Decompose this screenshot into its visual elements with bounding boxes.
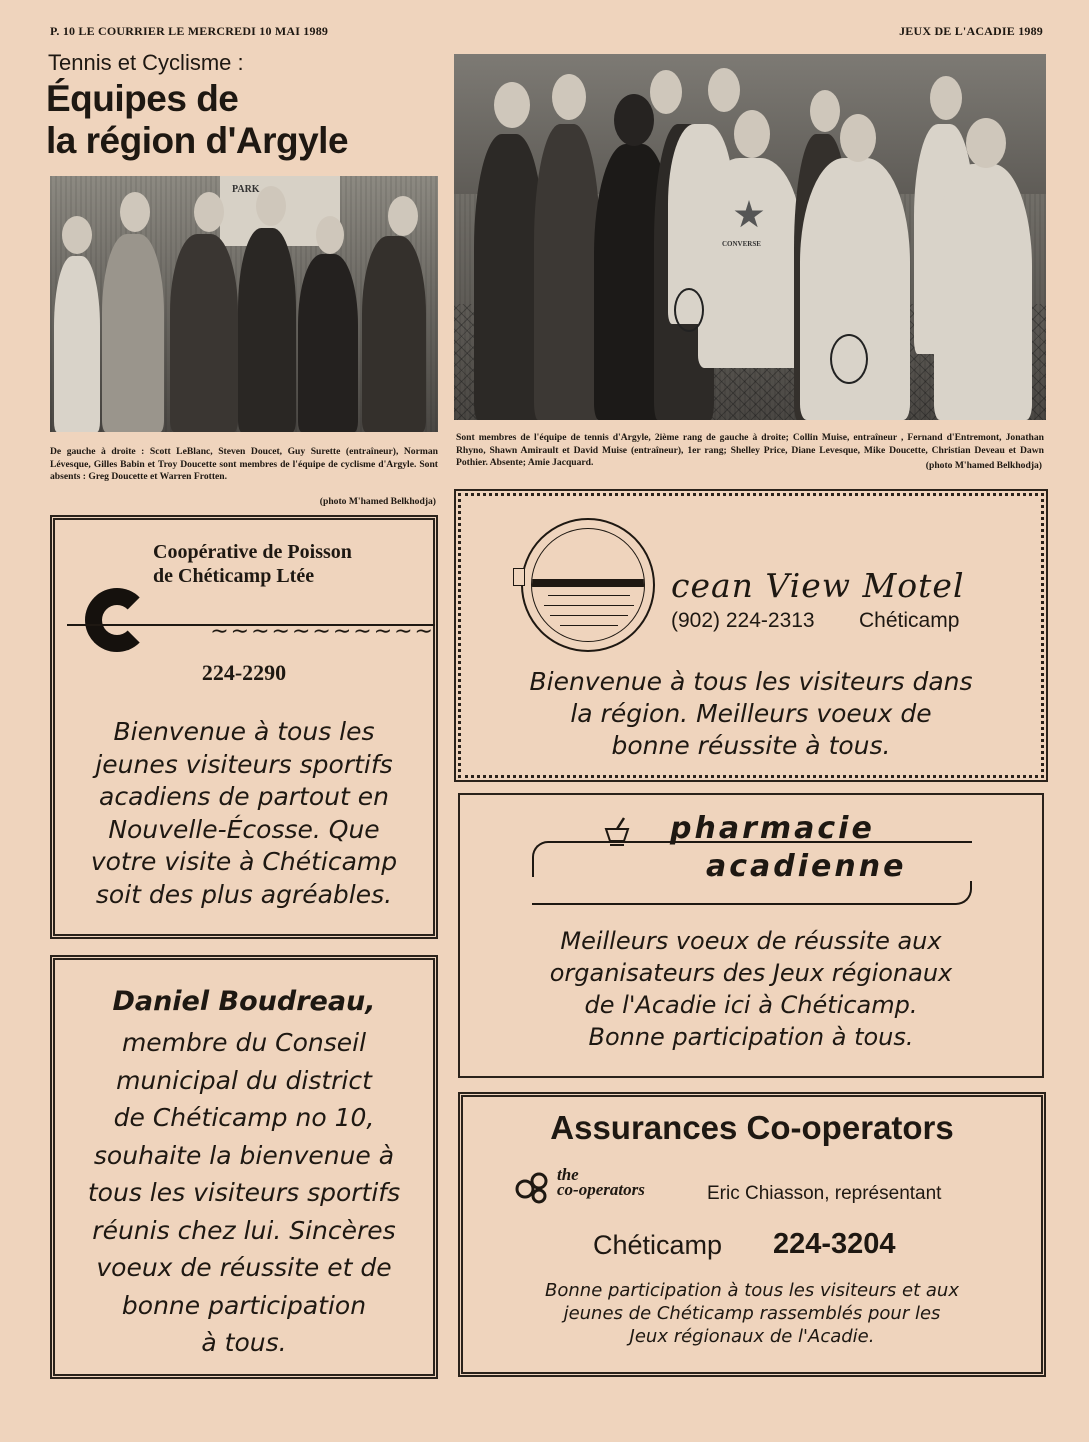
message-line: voeux de réussite et de	[96, 1253, 392, 1282]
message-line: de l'Acadie ici à Chéticamp.	[584, 991, 918, 1019]
message-line: à tous.	[201, 1328, 287, 1357]
cycling-team-photo	[50, 176, 438, 432]
assurances-representative: Eric Chiasson, représentant	[707, 1183, 942, 1204]
person-head	[840, 114, 876, 162]
water-wave	[548, 595, 630, 596]
cooperative-phone: 224-2290	[201, 660, 287, 685]
message-line: Bonne participation à tous les visiteurs et aux	[545, 1280, 959, 1301]
message-line: votre visite à Chéticamp	[90, 847, 398, 876]
motel-town: Chéticamp	[859, 609, 960, 632]
tennis-photo-credit: (photo M'hamed Belkhodja)	[925, 460, 1042, 471]
person-figure	[54, 256, 100, 432]
co-operators-logo-icon	[513, 1169, 557, 1205]
article-headline	[46, 78, 348, 162]
person-head	[194, 192, 224, 232]
person-figure	[534, 124, 600, 420]
message-line: membre du Conseil	[121, 1028, 367, 1057]
assurances-phone: 224-3204	[773, 1228, 896, 1260]
person-figure	[934, 164, 1032, 420]
message-line: Nouvelle-Écosse. Que	[108, 814, 380, 844]
person-head	[256, 186, 286, 226]
pharmacie-ad	[458, 793, 1044, 1078]
porthole-inner	[531, 528, 645, 642]
water-wave	[560, 625, 618, 626]
message-line: Meilleurs voeux de réussite aux	[560, 927, 942, 955]
park-sign: PARK	[232, 184, 260, 195]
water-wave	[544, 605, 634, 606]
motel-porthole-logo-icon	[521, 518, 655, 652]
cooperative-name	[153, 540, 352, 588]
water-wave	[550, 615, 628, 616]
message-line: bonne réussite à tous.	[611, 731, 891, 760]
tennis-racket	[674, 288, 704, 332]
person-figure	[362, 236, 426, 432]
headline-line-2: la région d'Argyle	[46, 120, 349, 161]
message-line: Bonne participation à tous.	[588, 1023, 914, 1051]
logo-line-1: the	[557, 1165, 579, 1184]
person-head	[388, 196, 418, 236]
article-kicker: Tennis et Cyclisme :	[48, 50, 244, 75]
horizon-land	[532, 579, 645, 587]
message-line: jeunes visiteurs sportifs	[95, 749, 393, 779]
motel-ad	[458, 493, 1044, 778]
person-figure	[698, 158, 802, 368]
person-figure	[102, 234, 164, 432]
person-head	[494, 82, 530, 128]
person-figure	[238, 228, 296, 432]
cycling-photo-credit: (photo M'hamed Belkhodja)	[319, 496, 436, 507]
logo-line-2: co-operators	[557, 1180, 645, 1199]
person-head	[316, 216, 344, 254]
daniel-name: Daniel Boudreau,	[112, 986, 376, 1017]
message-line: municipal du district	[116, 1065, 372, 1095]
motel-phone: (902) 224-2313	[671, 609, 815, 632]
converse-shirt-text: CONVERSE	[722, 240, 761, 248]
message-line: tous les visiteurs sportifs	[87, 1178, 401, 1207]
person-figure	[170, 234, 238, 432]
pharmacie-logo-line-1: pharmacie	[670, 811, 875, 846]
person-head	[62, 216, 92, 254]
message-line: réunis chez lui. Sincères	[92, 1215, 396, 1245]
tennis-team-photo	[454, 54, 1046, 420]
person-head	[120, 192, 150, 232]
person-head	[650, 70, 682, 114]
page-header-left: P. 10 LE COURRIER LE MERCREDI 10 MAI 1989	[50, 24, 329, 38]
tennis-photo-caption: Sont membres de l'équipe de tennis d'Argyle, 2ième rang de gauche à droite; Collin Muise, entraîneur , Fernand d'Entremont, Jonathan Rhyno, Shawn Amirault et David Muise (entraîneur), 1er rang; Shelley Price, Diane Levesque, Mike Doucette, Christian Deveau et Dawn Pothier. Absente; Amie Jacquard.	[456, 432, 1044, 468]
daniel-boudreau-ad	[50, 955, 438, 1379]
daniel-message	[55, 1024, 433, 1362]
person-head	[552, 74, 586, 120]
cooperative-name-line-1: Coopérative de Poisson	[153, 541, 352, 563]
message-line: de Chéticamp no 10,	[113, 1103, 375, 1132]
person-head	[966, 118, 1006, 168]
message-line: Bienvenue à tous les	[113, 717, 375, 746]
person-head	[930, 76, 962, 120]
assurances-message	[463, 1279, 1041, 1348]
porthole-latch-icon	[513, 568, 525, 586]
assurances-town: Chéticamp	[593, 1230, 723, 1260]
headline-line-1: Équipes de	[46, 78, 239, 119]
message-line: la région. Meilleurs voeux de	[570, 699, 932, 728]
cooperative-ad	[50, 515, 438, 939]
message-line: Jeux régionaux de l'Acadie.	[629, 1326, 875, 1347]
tennis-racket	[830, 334, 868, 384]
pharmacie-logo-line-2: acadienne	[706, 849, 907, 884]
cooperative-message	[55, 716, 433, 911]
message-line: jeunes de Chéticamp rassemblés pour les	[563, 1303, 941, 1324]
message-line: organisateurs des Jeux régionaux	[549, 959, 953, 987]
page-header-right: JEUX DE L'ACADIE 1989	[899, 24, 1043, 38]
message-line: bonne participation	[121, 1290, 367, 1320]
wave-decoration-icon: ∼∼∼∼∼∼∼∼∼∼∼	[210, 618, 435, 643]
co-operators-logo-text	[557, 1167, 645, 1197]
cooperative-name-line-2: de Chéticamp Ltée	[153, 565, 315, 587]
person-head	[614, 94, 654, 146]
person-figure	[298, 254, 358, 432]
person-head	[734, 110, 770, 158]
pharmacie-message	[460, 925, 1042, 1053]
cycling-photo-caption: De gauche à droite : Scott LeBlanc, Steven Doucet, Guy Surette (entraîneur), Norman Lévesque, Gilles Babin et Troy Doucette sont membres de l'équipe de cyclisme d'Argyle. Sont absents : Greg Doucette et Warren Frotten.	[50, 446, 438, 482]
motel-name: cean View Motel	[671, 566, 965, 605]
assurances-title: Assurances Co-operators	[550, 1109, 954, 1146]
person-head	[810, 90, 840, 132]
message-line: Bienvenue à tous les visiteurs dans	[529, 667, 973, 696]
assurances-ad	[458, 1092, 1046, 1377]
message-line: acadiens de partout en	[99, 782, 389, 811]
person-head	[708, 68, 740, 112]
message-line: soit des plus agréables.	[95, 879, 393, 909]
motel-message	[461, 666, 1041, 762]
logo-frame-bottom	[532, 881, 972, 905]
message-line: souhaite la bienvenue à	[93, 1140, 395, 1170]
